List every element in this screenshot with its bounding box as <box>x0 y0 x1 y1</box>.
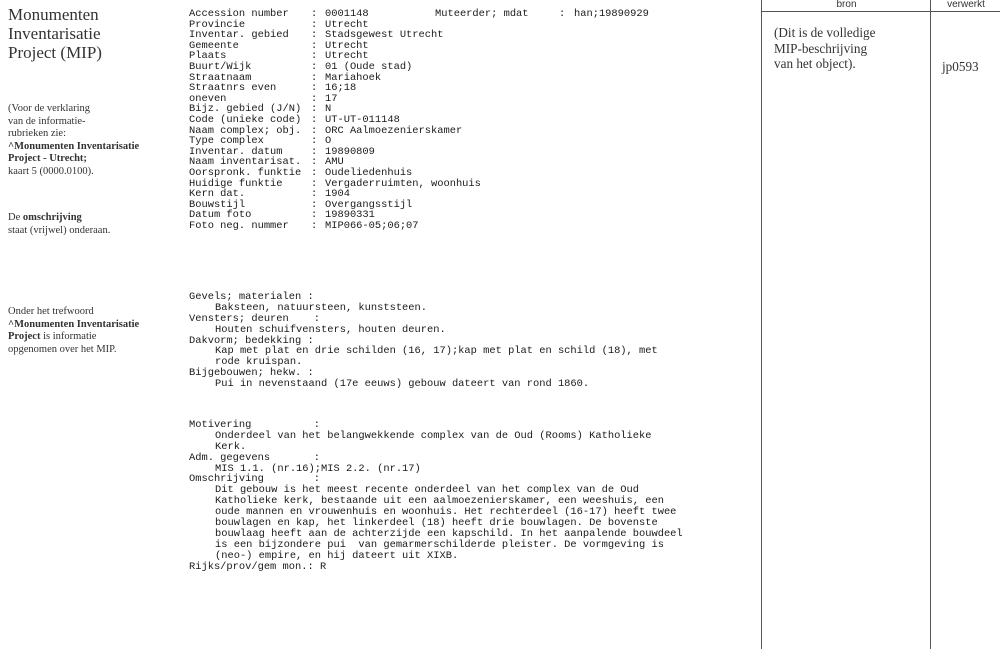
field-colon: : <box>311 71 318 84</box>
field-value: 01 (Oude stad) <box>325 60 413 73</box>
note-keyword[interactable]: ^Monumenten Inventarisatie <box>8 140 140 152</box>
verwerkt-column <box>930 0 1000 649</box>
description-section <box>189 474 754 561</box>
field-colon: : <box>311 18 318 31</box>
field-row <box>189 189 754 200</box>
section-line: Kap met plat en drie schilden (16, 17);kap met plat en schild (18), met <box>215 345 658 358</box>
note-line: kaart 5 (0000.0100). <box>8 165 94 177</box>
section-body <box>189 325 754 336</box>
field-colon: : <box>311 219 318 232</box>
description-section <box>189 336 754 369</box>
note-keyword[interactable]: ^Monumenten Inventarisatie <box>8 318 140 330</box>
note-line: (Voor de verklaring <box>8 103 91 114</box>
field-value: 16;18 <box>325 82 357 95</box>
note-line: staat (vrijwel) onderaan. <box>8 224 111 236</box>
field-value: Oudeliedenhuis <box>325 166 413 179</box>
field-value: Overgangsstijl <box>325 198 413 211</box>
field-value: ORC Aalmoezenierskamer <box>325 124 463 137</box>
description-section <box>189 368 754 390</box>
field-value: MIP066-05;06;07 <box>325 219 419 232</box>
note-line: rubrieken zie: <box>8 128 67 140</box>
description-section <box>189 314 754 336</box>
field-label: Straatnrs even <box>189 82 277 95</box>
section-body <box>189 379 754 390</box>
verwerkt-header: verwerkt <box>931 0 1000 12</box>
note-text: is informatie <box>40 331 97 343</box>
field-label: Provincie <box>189 18 246 31</box>
note-keyword[interactable]: Project - Utrecht; <box>8 153 87 165</box>
note-line <box>8 331 173 344</box>
section-line: Katholieke kerk, bestaande uit een aalmoezenierskamer, een weeshuis, een <box>215 495 664 508</box>
field-value: 19890331 <box>325 209 375 222</box>
field-value: Utrecht <box>325 18 369 31</box>
field-colon: : <box>311 209 318 222</box>
section-line: Dit gebouw is het meest recente onderdeel van het complex van de Oud <box>215 484 640 497</box>
description-sections <box>189 420 754 572</box>
field-colon: : <box>311 60 318 73</box>
field-colon: : <box>311 103 318 116</box>
description-section <box>189 453 754 475</box>
field-colon: : <box>311 135 318 148</box>
field-label: Oorspronk. funktie <box>189 166 302 179</box>
field-label: Type complex <box>189 135 264 148</box>
field-value: 19890809 <box>325 145 375 158</box>
section-heading: Rijks/prov/gem mon.: R <box>189 560 327 573</box>
field-label: Code (unieke code) <box>189 113 302 126</box>
field-row <box>189 126 754 137</box>
field-label: Foto neg. nummer <box>189 219 289 232</box>
field-label: Bijz. gebied (J/N) <box>189 103 302 116</box>
section-heading: Dakvorm; bedekking : <box>189 334 314 347</box>
field-value: Stadsgewest Utrecht <box>325 29 444 42</box>
bron-column <box>761 0 931 649</box>
section-heading: Omschrijving : <box>189 473 320 486</box>
field-list <box>189 9 754 231</box>
field-row <box>189 30 754 41</box>
note-keyword[interactable]: Project <box>8 331 41 343</box>
note-prefix: De <box>8 212 23 223</box>
field-colon: : <box>311 113 318 126</box>
section-line: rode kruispan. <box>215 356 303 369</box>
field-label: Inventar. datum <box>189 145 283 158</box>
field-row <box>189 83 754 94</box>
field-row <box>189 51 754 62</box>
field-colon: : <box>311 8 318 20</box>
field-colon: : <box>311 156 318 169</box>
field-label: Inventar. gebied <box>189 29 289 42</box>
note-line: Onder het trefwoord <box>8 306 94 317</box>
field-label: oneven <box>189 92 227 105</box>
section-line: Pui in nevenstaand (17e eeuws) gebouw dateert van rond 1860. <box>215 378 590 391</box>
field-colon: : <box>311 92 318 105</box>
field-value: 0001148 <box>325 8 369 20</box>
field-value: 17 <box>325 92 338 105</box>
field-value: UT-UT-011148 <box>325 113 400 126</box>
section-line: is een bijzondere pui van gemarmerschilderde pleister. De vormgeving is <box>215 538 664 551</box>
note-line: van de informatie- <box>8 115 86 127</box>
field-label: Bouwstijl <box>189 198 246 211</box>
field-label: Straatnaam <box>189 71 252 84</box>
field-value: 1904 <box>325 188 350 201</box>
section-line: Kerk. <box>215 440 247 453</box>
field-colon: : <box>311 50 318 63</box>
mutation-label: Muteerder; mdat <box>435 8 529 20</box>
note-keyword: omschrijving <box>22 212 82 223</box>
bron-header: bron <box>762 0 931 12</box>
section-line: Houten schuifvensters, houten deuren. <box>215 323 446 336</box>
field-label: Gemeente <box>189 39 239 52</box>
field-row <box>189 62 754 73</box>
field-colon: : <box>311 198 318 211</box>
title-line: Project (MIP) <box>8 43 102 62</box>
bron-note-line: MIP-beschrijving <box>774 40 868 56</box>
field-value: O <box>325 135 332 148</box>
field-label: Datum foto <box>189 209 252 222</box>
description-note <box>8 212 173 237</box>
field-row <box>189 179 754 190</box>
page-title <box>8 5 102 62</box>
section-heading: Vensters; deuren : <box>189 312 320 325</box>
title-line: Monumenten <box>8 5 99 24</box>
field-row <box>189 9 754 20</box>
field-label: Naam inventarisat. <box>189 156 302 169</box>
material-sections <box>189 292 754 390</box>
section-body <box>189 346 754 368</box>
section-line: (neo-) empire, en hij dateert uit XIXB. <box>215 549 459 562</box>
field-value: Utrecht <box>325 50 369 63</box>
mutation-colon: : <box>559 8 566 20</box>
bron-note-line: van het object). <box>774 56 856 71</box>
field-value: Utrecht <box>325 39 369 52</box>
field-colon: : <box>311 188 318 201</box>
field-colon: : <box>311 29 318 42</box>
record-body <box>189 8 754 573</box>
bron-note-line: (Dit is de volledige <box>774 25 876 40</box>
title-line: Inventarisatie <box>8 24 101 43</box>
field-colon: : <box>311 177 318 190</box>
section-line: MIS 1.1. (nr.16);MIS 2.2. (nr.17) <box>215 462 421 475</box>
field-colon: : <box>311 39 318 52</box>
field-colon: : <box>311 166 318 179</box>
section-line: oude mannen en vrouwenhuis en woonhuis. Het rechterdeel (16-17) heeft twee <box>215 506 677 519</box>
reference-note <box>8 103 173 179</box>
field-row <box>189 200 754 211</box>
field-value: AMU <box>325 156 344 169</box>
section-line: Baksteen, natuursteen, kunststeen. <box>215 301 428 314</box>
description-section <box>189 562 754 573</box>
section-line: bouwlaag heeft aan de achterzijde een kapschild. In het aanpalende bouwdeel <box>215 527 683 540</box>
field-label: Huidige funktie <box>189 177 283 190</box>
field-value: Mariahoek <box>325 71 382 84</box>
field-row <box>189 41 754 52</box>
field-row <box>189 115 754 126</box>
section-line: Onderdeel van het belangwekkende complex van de Oud (Rooms) Katholieke <box>215 429 652 442</box>
field-value: N <box>325 103 332 116</box>
section-body <box>189 485 754 561</box>
note-line: opgenomen over het MIP. <box>8 343 117 355</box>
field-colon: : <box>311 124 318 137</box>
field-colon: : <box>311 82 318 95</box>
field-label: Plaats <box>189 50 227 63</box>
bron-note <box>774 25 875 72</box>
note-line <box>8 212 173 225</box>
processed-code: jp0593 <box>942 59 979 74</box>
field-value: Vergaderruimten, woonhuis <box>325 177 481 190</box>
description-section <box>189 420 754 453</box>
field-label: Buurt/Wijk <box>189 60 252 73</box>
section-heading: Gevels; materialen : <box>189 291 314 303</box>
field-colon: : <box>311 145 318 158</box>
section-heading: Bijgebouwen; hekw. : <box>189 367 314 380</box>
field-row <box>189 168 754 179</box>
field-label: Naam complex; obj. <box>189 124 302 137</box>
field-row <box>189 221 754 232</box>
section-body <box>189 431 754 453</box>
description-section <box>189 292 754 314</box>
mutation-value: han;19890929 <box>574 8 649 20</box>
field-label: Accession number <box>189 8 289 20</box>
section-line: bouwlagen en kap, het linkerdeel (18) heeft drie bouwlagen. De bovenste <box>215 517 658 530</box>
section-heading: Adm. gegevens : <box>189 451 320 464</box>
section-heading: Motivering : <box>189 419 320 431</box>
mip-note <box>8 306 173 356</box>
field-label: Kern dat. <box>189 188 246 201</box>
